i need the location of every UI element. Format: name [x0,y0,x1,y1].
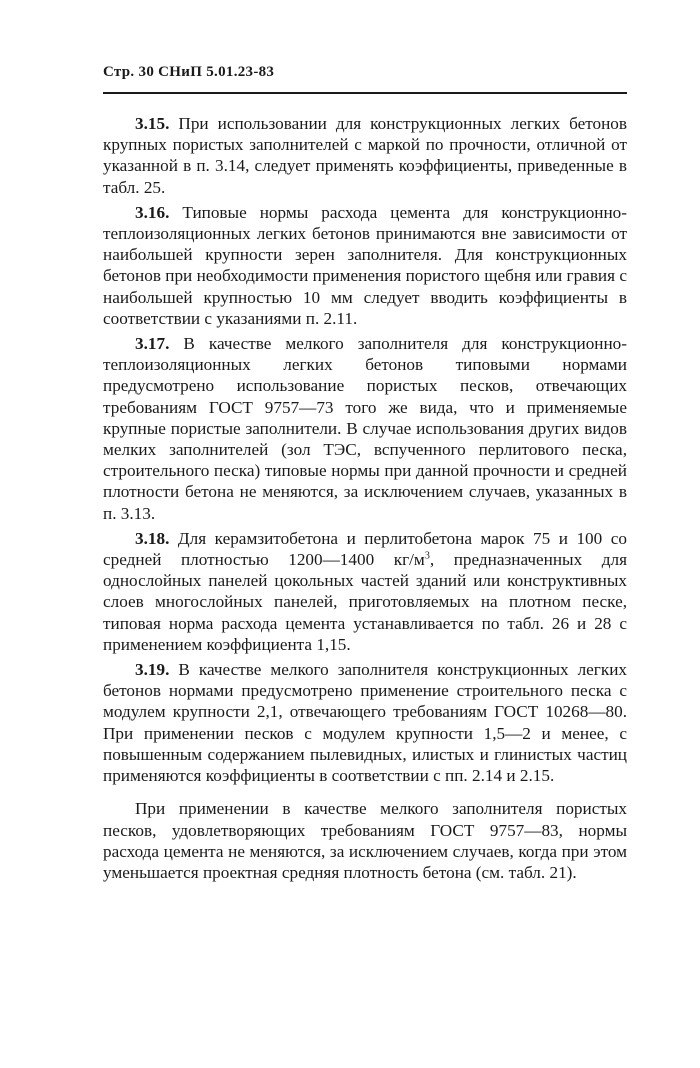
paragraph-number: 3.18. [135,528,170,548]
paragraph-text: Для керамзитобетона и перлитобетона марок 75 и 100 со средней плотностью 1200—1400 кг/м [103,528,627,570]
paragraph-3-16 [103,202,627,329]
paragraph-3-17 [103,333,627,524]
paragraph-text: Типовые нормы расхода цемента для конструкционно-теплоизоляционных легких бетонов принимаются вне зависимости от наибольшей крупности зерен заполнителя. Для конструкционных бетонов при необходимости применения пористого щебня или гравия с наибольшей крупностью 10 мм следует вводить коэффициенты в соответствии с указаниями п. 2.11. [103,202,627,328]
paragraph-text: В качестве мелкого заполнителя для конструкционно-теплоизоляционных легких бетонов типовыми нормами предусмотрено использование пористых песков, отвечающих требованиям ГОСТ 9757—73 того же вида, что и применяемые крупные пористые заполнители. В случае использования других видов мелких заполнителей (зол ТЭС, вспученного перлитового песка, строительного песка) типовые нормы при данной прочности и средней плотности бетона не меняются, за исключением случаев, указанных в п. 3.13. [103,334,627,523]
paragraph-unnumbered [103,798,627,883]
paragraph-number: 3.16. [135,202,170,222]
paragraph-text-continued: , предназначенных для однослойных панелей цокольных частей зданий или конструктивных слоев многослойных панелей, приготовляемых на плотном песке, типовая норма расхода цемента устанавливается по табл. 26 и 28 с применением коэффициента 1,15. [103,550,627,654]
paragraph-3-18 [103,528,627,655]
paragraph-number: 3.17. [135,334,170,354]
page-header: Стр. 30 СНиП 5.01.23-83 [103,64,275,80]
paragraph-3-15 [103,113,627,198]
paragraph-text: В качестве мелкого заполнителя конструкционных легких бетонов нормами предусмотрено применение строительного песка с модулем крупности 2,1, отвечающего требованиям ГОСТ 10268—80. При применении песков с модулем крупности 1,5—2 и менее, с повышенным содержанием пылевидных, илистых и глинистых частиц применяются коэффициенты в соответствии с пп. 2.14 и 2.15. [103,660,627,786]
paragraph-number: 3.19. [135,660,170,680]
document-body [103,113,627,887]
paragraph-number: 3.15. [135,114,170,133]
superscript: 3 [424,550,430,562]
header-rule [103,92,627,94]
paragraph-text: При применении в качестве мелкого заполнителя пористых песков, удовлетворяющих требованиям ГОСТ 9757—83, нормы расхода цемента не меняются, за исключением случаев, когда при этом уменьшается проектная средняя плотность бетона (см. табл. 21). [103,799,627,882]
paragraph-3-19 [103,659,627,786]
paragraph-text: При использовании для конструкционных легких бетонов крупных пористых заполнителей с маркой по прочности, отличной от указанной в п. 3.14, следует применять коэффициенты, приведенные в табл. 25. [103,114,628,197]
